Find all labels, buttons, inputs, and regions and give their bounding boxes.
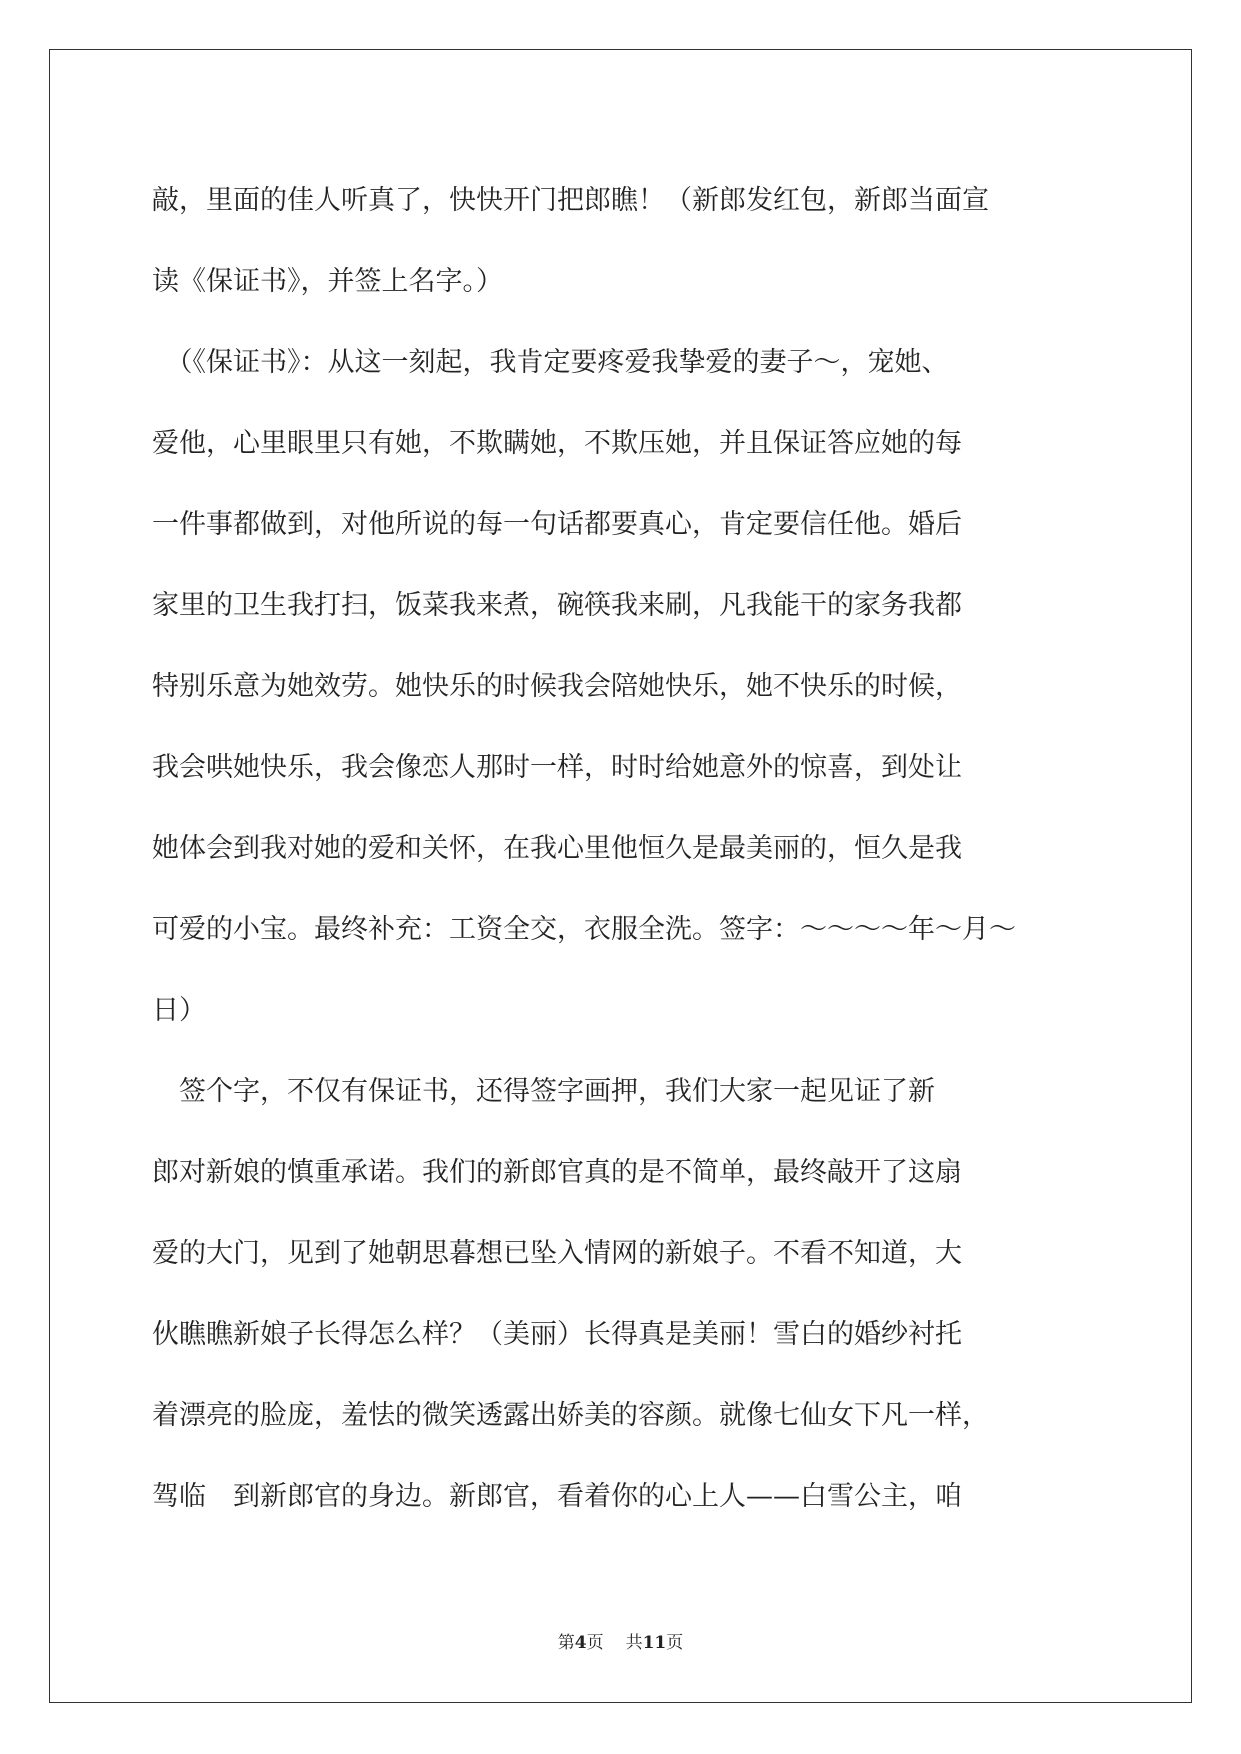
text-line: 家里的卫生我打扫，饭菜我来煮，碗筷我来刷，凡我能干的家务我都 — [152, 590, 962, 621]
page-prefix: 第 — [557, 1633, 575, 1653]
text-line: 可爱的小宝。最终补充：工资全交，衣服全洗。签字：～～～～年～月～ — [152, 914, 1016, 945]
total-prefix: 共 — [625, 1633, 643, 1653]
total-pages: 11 — [642, 1633, 667, 1653]
total-suffix: 页 — [666, 1633, 684, 1653]
text-line: 一件事都做到，对他所说的每一句话都要真心，肯定要信任他。婚后 — [152, 509, 962, 540]
text-line: 我会哄她快乐，我会像恋人那时一样，时时给她意外的惊喜，到处让 — [152, 752, 962, 783]
document-body — [152, 160, 1090, 1537]
text-line: 读《保证书》，并签上名字。） — [152, 266, 503, 297]
text-line: 特别乐意为她效劳。她快乐的时候我会陪她快乐，她不快乐的时候， — [152, 671, 962, 702]
text-line: 着漂亮的脸庞，羞怯的微笑透露出娇美的容颜。就像七仙女下凡一样， — [152, 1400, 989, 1431]
text-line: 伙瞧瞧新娘子长得怎么样？（美丽）长得真是美丽！雪白的婚纱衬托 — [152, 1319, 962, 1350]
text-line: 爱的大门，见到了她朝思暮想已坠入情网的新娘子。不看不知道，大 — [152, 1238, 962, 1269]
text-line: 爱他，心里眼里只有她，不欺瞒她，不欺压她，并且保证答应她的每 — [152, 428, 962, 459]
text-line: 郎对新娘的慎重承诺。我们的新郎官真的是不简单，最终敲开了这扇 — [152, 1157, 962, 1188]
text-line: 驾临 到新郎官的身边。新郎官，看着你的心上人——白雪公主，咱 — [152, 1481, 962, 1512]
text-line: （《保证书》：从这一刻起，我肯定要疼爱我挚爱的妻子～，宠她、 — [152, 347, 949, 378]
text-line: 敲，里面的佳人听真了，快快开门把郎瞧！（新郎发红包，新郎当面宣 — [152, 185, 989, 216]
text-line: 日） — [152, 995, 206, 1026]
text-line: 签个字，不仅有保证书，还得签字画押，我们大家一起见证了新 — [152, 1076, 935, 1107]
page-footer — [0, 1628, 1241, 1653]
page-number: 4 — [574, 1633, 587, 1653]
page-suffix: 页 — [586, 1633, 604, 1653]
text-line: 她体会到我对她的爱和关怀，在我心里他恒久是最美丽的，恒久是我 — [152, 833, 962, 864]
